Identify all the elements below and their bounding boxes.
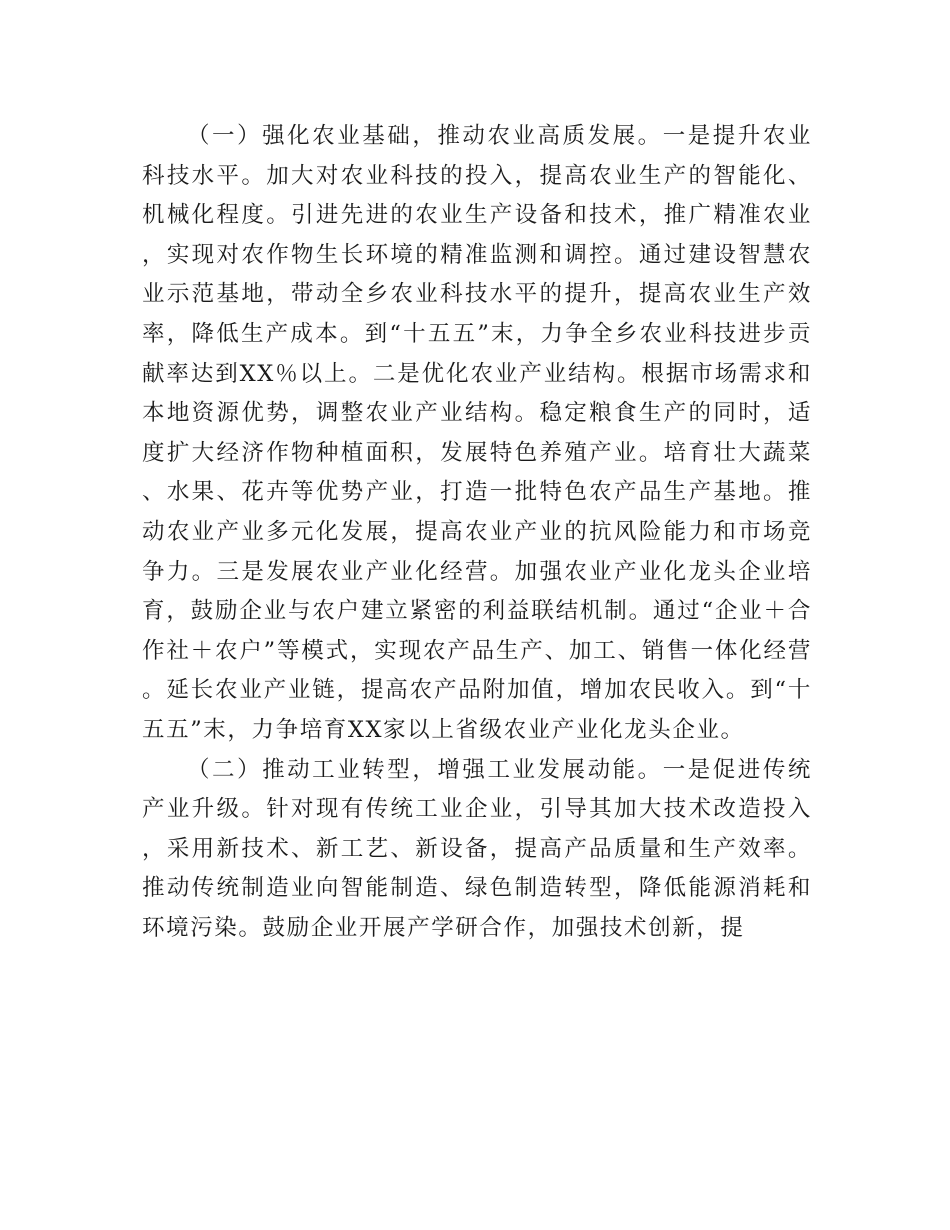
document-body xyxy=(142,117,812,948)
paragraph-agriculture: （一）强化农业基础，推动农业高质发展。一是提升农业科技水平。加大对农业科技的投入，提高农业生产的智能化、机械化程度。引进先进的农业生产设备和技术，推广精准农业，实现对农作物生长环境的精准监测和调控。通过建设智慧农业示范基地，带动全乡农业科技水平的提升，提高农业生产效率，降低生产成本。到“十五五”末，力争全乡农业科技进步贡献率达到XX％以上。二是优化农业产业结构。根据市场需求和本地资源优势，调整农业产业结构。稳定粮食生产的同时，适度扩大经济作物种植面积，发展特色养殖产业。培育壮大蔬菜、水果、花卉等优势产业，打造一批特色农产品生产基地。推动农业产业多元化发展，提高农业产业的抗风险能力和市场竞争力。三是发展农业产业化经营。加强农业产业化龙头企业培育，鼓励企业与农户建立紧密的利益联结机制。通过“企业＋合作社＋农户”等模式，实现农产品生产、加工、销售一体化经营。延长农业产业链，提高农产品附加值，增加农民收入。到“十五五”末，力争培育XX家以上省级农业产业化龙头企业。 xyxy=(142,123,812,743)
paragraph-industry: （二）推动工业转型，增强工业发展动能。一是促进传统产业升级。针对现有传统工业企业，引导其加大技术改造投入，采用新技术、新工艺、新设备，提高产品质量和生产效率。推动传统制造业向智能制造、绿色制造转型，降低能源消耗和环境污染。鼓励企业开展产学研合作，加强技术创新，提 xyxy=(142,756,812,941)
